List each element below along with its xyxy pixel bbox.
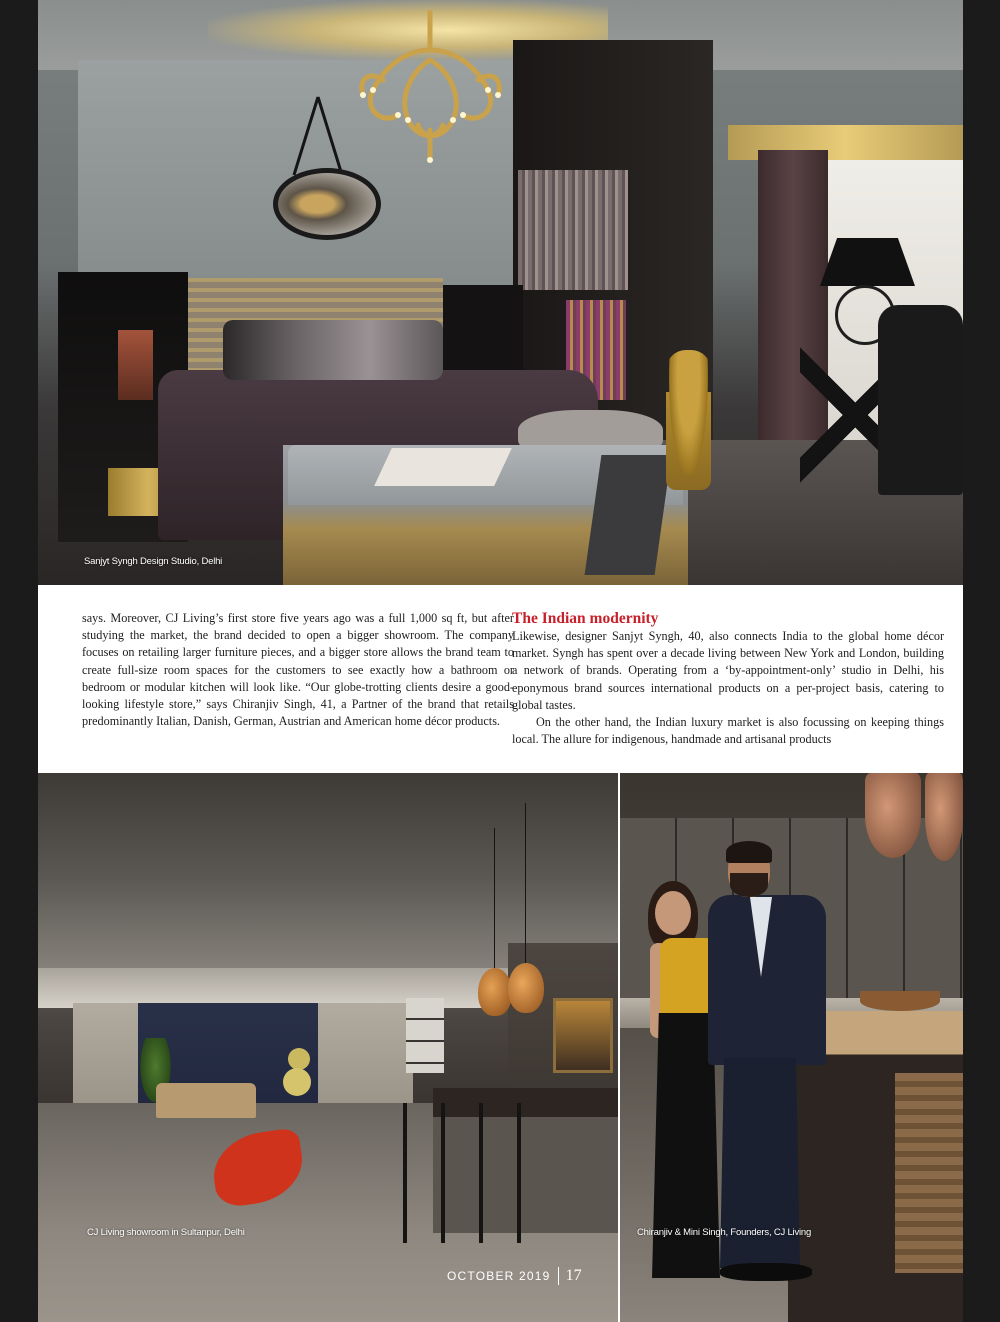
- island-wood-panel: [895, 1073, 963, 1273]
- body-paragraph: Likewise, designer Sanjyt Syngh, 40, also connects India to the global home décor market. Syngh has spent over a decade living between New York and London, building a network of brands. Operating from a ‘by-appointment-only’ studio in Delhi, his eponymous brand sources international products on a per-project basis, catering to global tastes.: [512, 629, 944, 712]
- article-column-right: [512, 610, 944, 748]
- chandelier: [343, 10, 518, 170]
- photo-showroom: [38, 773, 618, 1322]
- page-number: 17: [565, 1267, 582, 1284]
- footer-divider: [558, 1267, 559, 1285]
- globe-lamp: [288, 1048, 310, 1070]
- copper-pendant: [925, 773, 963, 861]
- issue-date: OCTOBER 2019: [447, 1269, 551, 1283]
- photo-caption-bottom-right: Chiranjiv & Mini Singh, Founders, CJ Living: [637, 1227, 812, 1238]
- page-edge-left: [0, 0, 38, 1322]
- copper-pendant: [865, 773, 921, 858]
- bar-stools: [403, 1103, 533, 1243]
- photo-founders: [620, 773, 963, 1322]
- man-beard: [730, 873, 768, 897]
- body-paragraph: On the other hand, the Indian luxury market is also focussing on keeping things local. The allure for indigenous, handmade and artisanal products: [512, 715, 944, 747]
- man-shoes: [720, 1263, 812, 1281]
- body-paragraph: says. Moreover, CJ Living’s first store five years ago was a full 1,000 sq ft, but after studying the market, the brand decided to open a bigger showroom. The company focuses on retailing larger furniture pieces, and a bigger store allows the brand team to create full-size room spaces for the customers to see exactly how a bathroom or bedroom or modular kitchen will look like. “Our globe-trotting clients desire a good-looking lifestyle store,” says Chiranjiv Singh, 41, a Partner of the brand that retails predominantly Italian, Danish, German, Austrian and American home décor products.: [82, 611, 514, 729]
- armchair: [878, 305, 963, 495]
- pendant-wire: [494, 828, 495, 973]
- woman-face: [655, 891, 691, 935]
- magazine: [374, 448, 512, 486]
- gold-statue: [666, 350, 711, 490]
- wooden-bowl: [860, 991, 940, 1011]
- pillows: [223, 320, 443, 380]
- article-column-left: [82, 610, 514, 730]
- photo-caption-top: Sanjyt Syngh Design Studio, Delhi: [84, 556, 223, 567]
- copper-pendant: [508, 963, 544, 1013]
- photo-caption-bottom-left: CJ Living showroom in Sultanpur, Delhi: [87, 1227, 245, 1238]
- man-hair: [726, 841, 772, 863]
- pendant-wire: [525, 803, 526, 968]
- mirror-strap: [288, 95, 348, 180]
- wall-frames: [406, 998, 444, 1073]
- copper-pendant: [478, 968, 512, 1016]
- globe-lamp: [283, 1068, 311, 1096]
- fabric-swatches: [518, 170, 628, 290]
- oval-mirror: [273, 168, 381, 240]
- page-footer: [447, 1267, 582, 1285]
- section-heading: The Indian modernity: [512, 610, 659, 627]
- table-lamp-left: [118, 330, 153, 400]
- lit-shelf: [553, 998, 613, 1073]
- page-edge-right: [963, 0, 1000, 1322]
- photo-bedroom-studio: [38, 0, 963, 585]
- sofa: [156, 1083, 256, 1118]
